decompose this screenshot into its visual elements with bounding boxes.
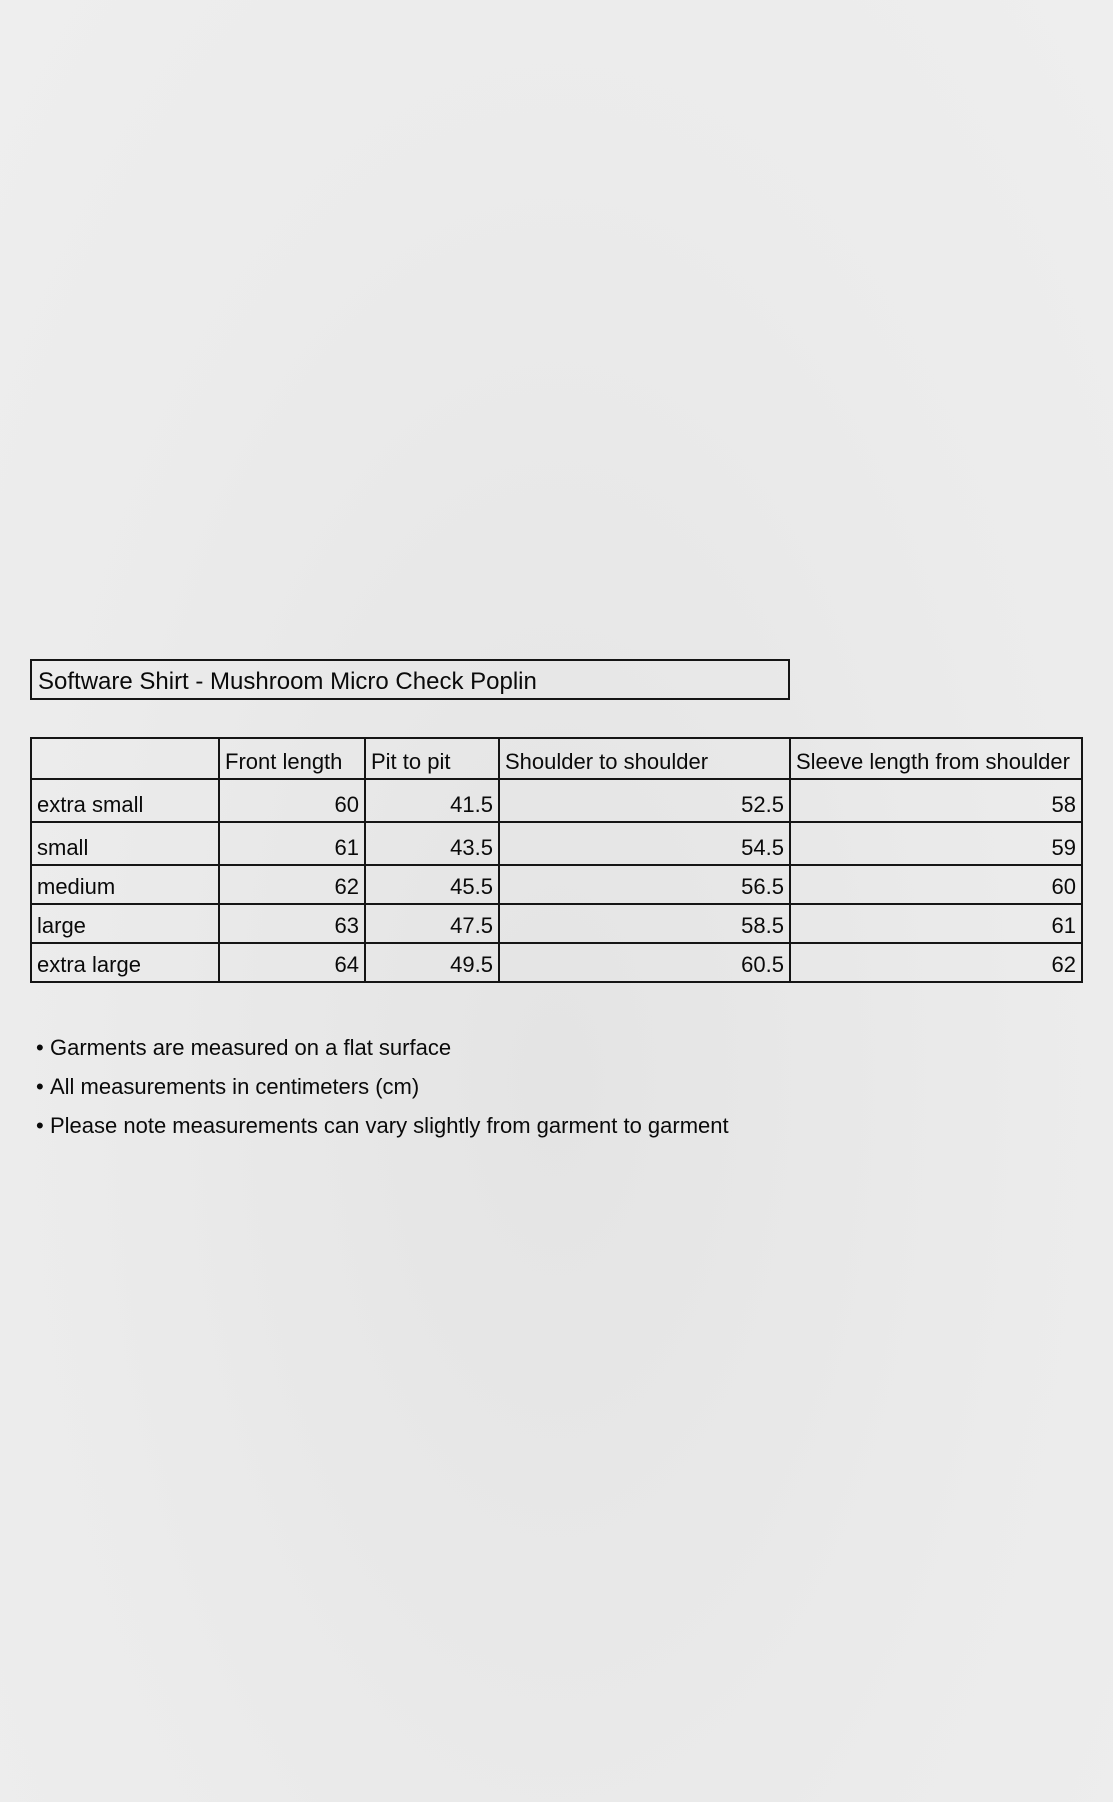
pit-to-pit-value: 47.5: [365, 904, 499, 943]
note-text: All measurements in centimeters (cm): [50, 1074, 420, 1099]
front-length-value: 64: [219, 943, 365, 982]
bullet-icon: •: [36, 1113, 44, 1138]
sleeve-length-value: 60: [790, 865, 1082, 904]
product-title: Software Shirt - Mushroom Micro Check Poplin: [38, 668, 537, 695]
shoulder-to-shoulder-value: 58.5: [499, 904, 790, 943]
header-front-length: Front length: [219, 738, 365, 779]
sleeve-length-value: 59: [790, 822, 1082, 865]
pit-to-pit-value: 41.5: [365, 779, 499, 822]
header-sleeve-length: Sleeve length from shoulder: [790, 738, 1082, 779]
table-header-row: [31, 738, 1082, 779]
sleeve-length-value: 61: [790, 904, 1082, 943]
header-pit-to-pit: Pit to pit: [365, 738, 499, 779]
size-label: large: [31, 904, 219, 943]
measurement-notes: [36, 1028, 729, 1145]
shoulder-to-shoulder-value: 52.5: [499, 779, 790, 822]
table-row: [31, 904, 1082, 943]
front-length-value: 60: [219, 779, 365, 822]
sleeve-length-value: 58: [790, 779, 1082, 822]
header-shoulder-to-shoulder: Shoulder to shoulder: [499, 738, 790, 779]
shoulder-to-shoulder-value: 60.5: [499, 943, 790, 982]
front-length-value: 61: [219, 822, 365, 865]
header-size: [31, 738, 219, 779]
front-length-value: 63: [219, 904, 365, 943]
note-item: [36, 1106, 729, 1145]
shoulder-to-shoulder-value: 56.5: [499, 865, 790, 904]
size-label: extra large: [31, 943, 219, 982]
table-row: [31, 943, 1082, 982]
front-length-value: 62: [219, 865, 365, 904]
size-label: medium: [31, 865, 219, 904]
note-item: [36, 1028, 729, 1067]
size-label: extra small: [31, 779, 219, 822]
note-text: Garments are measured on a flat surface: [50, 1035, 452, 1060]
title-box: [30, 659, 790, 700]
bullet-icon: •: [36, 1074, 44, 1099]
bullet-icon: •: [36, 1035, 44, 1060]
shoulder-to-shoulder-value: 54.5: [499, 822, 790, 865]
size-label: small: [31, 822, 219, 865]
size-chart-table: [30, 737, 1083, 983]
sleeve-length-value: 62: [790, 943, 1082, 982]
pit-to-pit-value: 43.5: [365, 822, 499, 865]
pit-to-pit-value: 45.5: [365, 865, 499, 904]
table-row: [31, 779, 1082, 822]
table-row: [31, 865, 1082, 904]
note-item: [36, 1067, 729, 1106]
table-row: [31, 822, 1082, 865]
pit-to-pit-value: 49.5: [365, 943, 499, 982]
note-text: Please note measurements can vary slightly from garment to garment: [50, 1113, 729, 1138]
